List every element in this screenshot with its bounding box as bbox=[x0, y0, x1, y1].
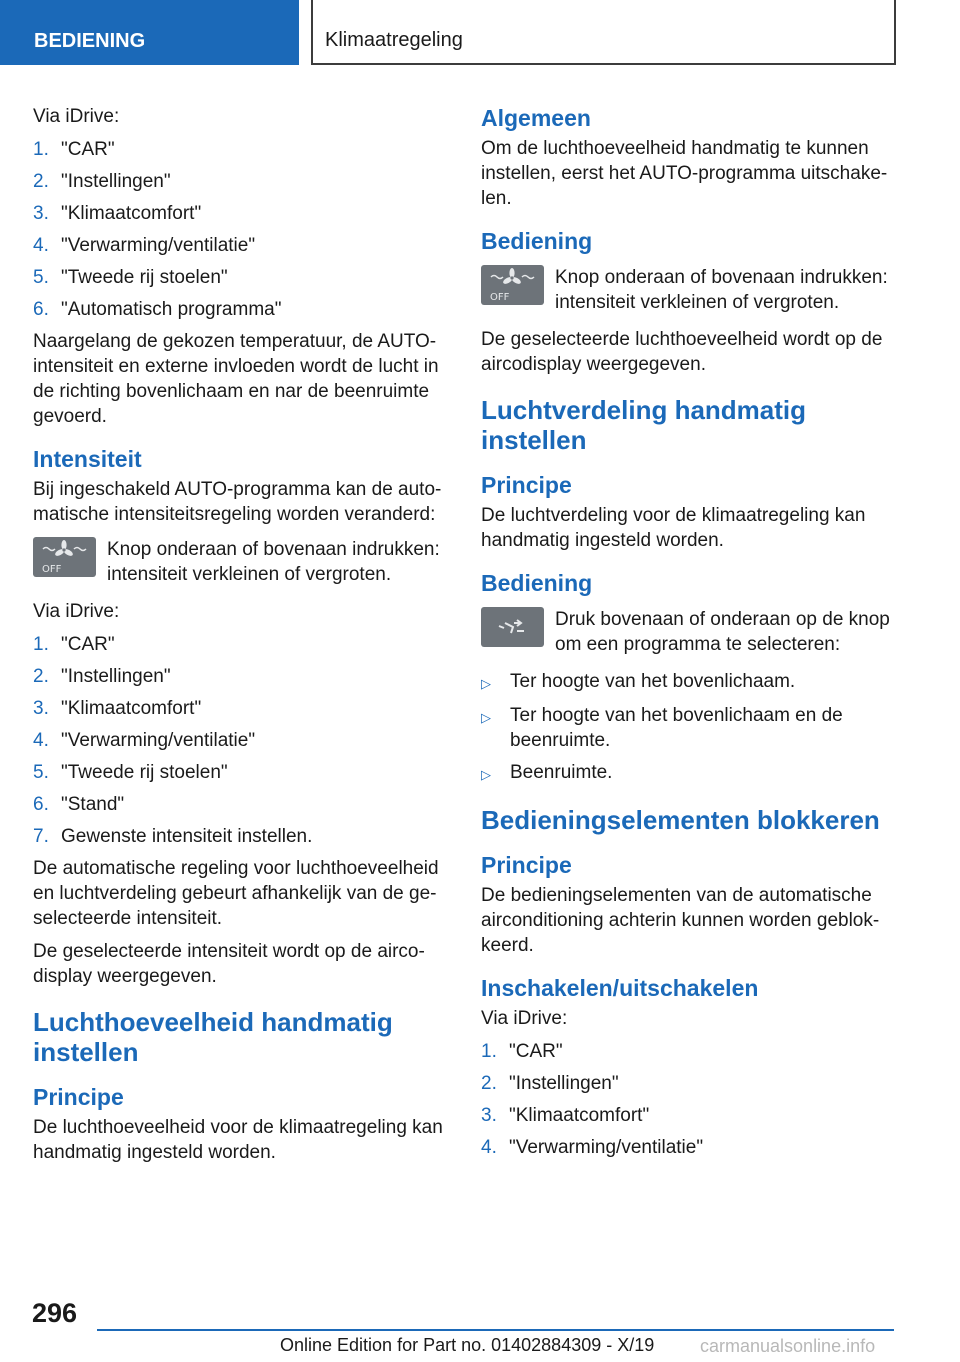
heading-blokkeren: Bedieningselementen blokkeren bbox=[481, 805, 880, 835]
body-paragraph: Naargelang de gekozen temperatuur, de AUTO-intensiteit en externe invloeden wordt de lucht in de richting bovenlichaam en nar de beenruimte gevoerd. bbox=[33, 331, 439, 427]
step-item: 1. "CAR" bbox=[33, 139, 115, 160]
step-item: 4. "Verwarming/ventilatie" bbox=[481, 1137, 704, 1158]
step-item: 5. "Tweede rij stoelen" bbox=[33, 267, 228, 288]
step-item: 4. "Verwarming/ventilatie" bbox=[33, 730, 256, 751]
body-paragraph: De bedieningselementen van de automatische airconditioning achterin kunnen worden geblokkeerd. bbox=[481, 885, 880, 956]
body-paragraph: De luchtverdeling voor de klimaatregeling kan handmatig ingesteld worden. bbox=[481, 505, 866, 551]
step-item: 2. "Instellingen" bbox=[33, 666, 171, 687]
edition-text: Online Edition for Part no. 01402884309 - X/19 bbox=[280, 1335, 655, 1355]
idrive-steps-auto bbox=[33, 137, 449, 322]
heading-inschakelen: Inschakelen/uitschakelen bbox=[481, 975, 759, 1001]
fan-off-button-icon bbox=[481, 265, 544, 305]
chapter-title: Klimaatregeling bbox=[311, 0, 896, 65]
body-paragraph: Bij ingeschakeld AUTO-programma kan de automatische intensiteitsregeling worden veranderd: bbox=[33, 479, 442, 525]
step-item: 5. "Tweede rij stoelen" bbox=[33, 762, 228, 783]
air-distribution-options bbox=[481, 669, 897, 787]
body-paragraph: De geselecteerde intensiteit wordt op de aircodisplay weergegeven. bbox=[33, 941, 425, 987]
body-paragraph: De geselecteerde luchthoeveelheid wordt op de aircodisplay weergegeven. bbox=[481, 329, 883, 375]
triangle-bullet-icon: ▷ bbox=[481, 676, 491, 691]
section-tab: BEDIENING bbox=[0, 0, 299, 65]
via-idrive-label: Via iDrive: bbox=[33, 601, 120, 622]
step-item: 2. "Instellingen" bbox=[33, 171, 171, 192]
heading-bediening: Bediening bbox=[481, 228, 593, 254]
list-item: ▷ Ter hoogte van het bovenlichaam. bbox=[481, 669, 897, 696]
icon-caption: Druk bovenaan of onderaan op de knop om een programma te selecteren: bbox=[555, 609, 890, 655]
air-distribution-button-icon bbox=[481, 607, 544, 647]
page-number: 296 bbox=[32, 1298, 78, 1328]
step-item: 6. "Automatisch programma" bbox=[33, 299, 282, 320]
step-item: 1. "CAR" bbox=[481, 1041, 563, 1062]
fan-off-button-icon bbox=[33, 537, 96, 577]
footer-divider bbox=[97, 1329, 894, 1331]
list-item: ▷ Ter hoogte van het bovenlichaam en de beenruimte. bbox=[481, 705, 843, 751]
heading-principe: Principe bbox=[481, 852, 572, 878]
heading-luchthoeveelheid: Luchthoeveelheid handmatig instellen bbox=[33, 1007, 393, 1067]
step-item: 7. Gewenste intensiteit instellen. bbox=[33, 826, 313, 847]
icon-caption: Knop onderaan of bovenaan indrukken: intensiteit verkleinen of vergroten. bbox=[107, 539, 440, 585]
heading-intensiteit: Intensiteit bbox=[33, 446, 142, 472]
icon-caption: Knop onderaan of bovenaan indrukken: intensiteit verkleinen of vergroten. bbox=[555, 267, 888, 313]
step-item: 2. "Instellingen" bbox=[481, 1073, 619, 1094]
heading-algemeen: Algemeen bbox=[481, 105, 591, 131]
step-item: 3. "Klimaatcomfort" bbox=[33, 203, 202, 224]
step-item: 3. "Klimaatcomfort" bbox=[481, 1105, 650, 1126]
right-column bbox=[481, 100, 897, 1167]
icon-instruction bbox=[481, 265, 897, 315]
body-paragraph: De automatische regeling voor luchthoeveelheid en luchtverdeling gebeurt afhankelijk van de geselecteerde intensiteit. bbox=[33, 858, 439, 929]
triangle-bullet-icon: ▷ bbox=[481, 710, 491, 725]
heading-bediening: Bediening bbox=[481, 570, 593, 596]
step-item: 1. "CAR" bbox=[33, 634, 115, 655]
via-idrive-label: Via iDrive: bbox=[481, 1008, 568, 1029]
left-column bbox=[33, 100, 449, 1173]
icon-instruction bbox=[481, 607, 897, 657]
list-item: ▷ Beenruimte. bbox=[481, 760, 897, 787]
svg-text:OFF: OFF bbox=[42, 564, 62, 575]
idrive-steps-stand bbox=[33, 632, 449, 849]
triangle-bullet-icon: ▷ bbox=[481, 767, 491, 782]
heading-principe: Principe bbox=[481, 472, 572, 498]
idrive-steps-blokkeren bbox=[481, 1039, 897, 1160]
heading-luchtverdeling: Luchtverdeling handmatig instellen bbox=[481, 395, 807, 455]
via-idrive-label: Via iDrive: bbox=[33, 106, 120, 127]
step-item: 3. "Klimaatcomfort" bbox=[33, 698, 202, 719]
svg-text:OFF: OFF bbox=[490, 292, 510, 303]
step-item: 4. "Verwarming/ventilatie" bbox=[33, 235, 256, 256]
body-paragraph: Om de luchthoeveelheid handmatig te kunnen instellen, eerst het AUTO-programma uitschakelen. bbox=[481, 138, 888, 209]
page-header bbox=[0, 0, 960, 66]
heading-principe: Principe bbox=[33, 1084, 124, 1110]
icon-instruction bbox=[33, 537, 449, 587]
step-item: 6. "Stand" bbox=[33, 794, 125, 815]
body-paragraph: De luchthoeveelheid voor de klimaatregeling kan handmatig ingesteld worden. bbox=[33, 1117, 443, 1163]
watermark: carmanualsonline.info bbox=[700, 1336, 876, 1356]
